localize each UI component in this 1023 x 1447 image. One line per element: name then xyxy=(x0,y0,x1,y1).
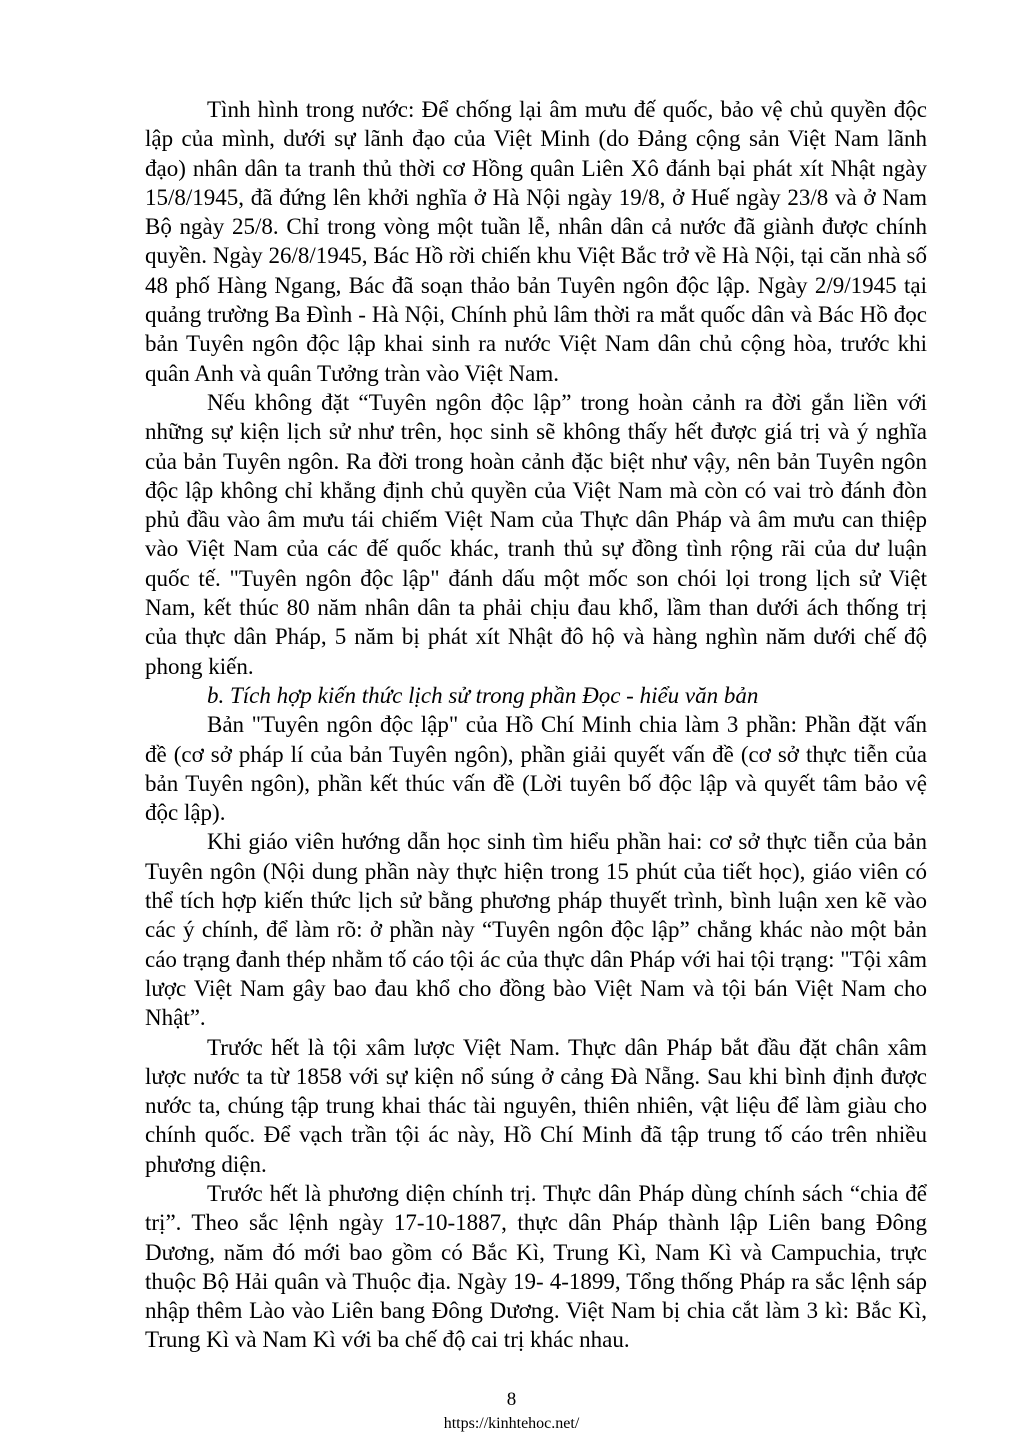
section-subheading: b. Tích hợp kiến thức lịch sử trong phần Đọc - hiểu văn bản xyxy=(207,682,759,708)
document-body xyxy=(145,95,927,1355)
footer-url[interactable]: https://kinhtehoc.net/ xyxy=(443,1415,580,1432)
paragraph-historical-context: Nếu không đặt “Tuyên ngôn độc lập” trong hoàn cảnh ra đời gắn liền với những sự kiện lịch sử như trên, học sinh sẽ không thấy hết được giá trị và ý nghĩa của bản Tuyên ngôn. Ra đời trong hoàn cảnh đặc biệt như vậy, nên bản Tuyên ngôn độc lập không chỉ khẳng định chủ quyền của Việt Nam mà còn có vai trò đánh đòn phủ đầu vào âm mưu tái chiếm Việt Nam của Thực dân Pháp và âm mưu can thiệp vào Việt Nam của các đế quốc khác, tranh thủ sự đồng tình rộng rãi của dư luận quốc tế. "Tuyên ngôn độc lập" đánh dấu một mốc son chói lọi trong lịch sử Việt Nam, kết thúc 80 năm nhân dân ta phải chịu đau khổ, lầm than dưới ách thống trị của thực dân Pháp, 5 năm bị phát xít Nhật đô hộ và hàng nghìn năm dưới chế độ phong kiến. xyxy=(145,389,927,679)
page-number: 8 xyxy=(506,1389,517,1410)
paragraph-political-aspect: Trước hết là phương diện chính trị. Thực dân Pháp dùng chính sách “chia để trị”. Theo sắc lệnh ngày 17-10-1887, thực dân Pháp thành lập Liên bang Đông Dương, năm đó mới bao gồm có Bắc Kì, Trung Kì, Nam Kì và Campuchia, trực thuộc Bộ Hải quân và Thuộc địa. Ngày 19- 4-1899, Tổng thống Pháp ra sắc lệnh sáp nhập thêm Lào vào Liên bang Đông Dương. Việt Nam bị chia cắt làm 3 kì: Bắc Kì, Trung Kì và Nam Kì với ba chế độ cai trị khác nhau. xyxy=(145,1180,927,1353)
paragraph-three-parts: Bản "Tuyên ngôn độc lập" của Hồ Chí Minh chia làm 3 phần: Phần đặt vấn đề (cơ sở pháp lí của bản Tuyên ngôn), phần giải quyết vấn đề (cơ sở thực tiễn của bản Tuyên ngôn), phần kết thúc vấn đề (Lời tuyên bố độc lập và quyết tâm bảo vệ độc lập). xyxy=(145,712,927,826)
paragraph-domestic-situation: Tình hình trong nước: Để chống lại âm mưu đế quốc, bảo vệ chủ quyền độc lập của mình, dưới sự lãnh đạo của Việt Minh (do Đảng cộng sản Việt Nam lãnh đạo) nhân dân ta tranh thủ thời cơ Hồng quân Liên Xô đánh bại phát xít Nhật ngày 15/8/1945, đã đứng lên khởi nghĩa ở Hà Nội ngày 19/8, ở Huế ngày 23/8 và ở Nam Bộ ngày 25/8. Chỉ trong vòng một tuần lễ, nhân dân cả nước đã giành được chính quyền. Ngày 26/8/1945, Bác Hồ rời chiến khu Việt Bắc trở về Hà Nội, tại căn nhà số 48 phố Hàng Ngang, Bác đã soạn thảo bản Tuyên ngôn độc lập. Ngày 2/9/1945 tại quảng trường Ba Đình - Hà Nội, Chính phủ lâm thời ra mắt quốc dân và Bác Hồ đọc bản Tuyên ngôn độc lập khai sinh ra nước Việt Nam dân chủ cộng hòa, trước khi quân Anh và quân Tưởng tràn vào Việt Nam. xyxy=(145,97,927,386)
paragraph-teacher-guidance: Khi giáo viên hướng dẫn học sinh tìm hiểu phần hai: cơ sở thực tiễn của bản Tuyên ngôn (Nội dung phần này thực hiện trong 15 phút của tiết học), giáo viên có thể tích hợp kiến thức lịch sử bằng phương pháp thuyết trình, bình luận xen kẽ vào các ý chính, để làm rõ: ở phần này “Tuyên ngôn độc lập” chẳng khác nào một bản cáo trạng đanh thép nhằm tố cáo tội ác của thực dân Pháp với hai tội trạng: "Tội xâm lược Việt Nam gây bao đau khổ cho đồng bào Việt Nam và tội bán Việt Nam cho Nhật”. xyxy=(145,829,927,1031)
paragraph-invasion-crime: Trước hết là tội xâm lược Việt Nam. Thực dân Pháp bắt đầu đặt chân xâm lược nước ta từ 1858 với sự kiện nổ súng ở cảng Đà Nẵng. Sau khi bình định được nước ta, chúng tập trung khai thác tài nguyên, thiên nhiên, vật liệu để làm giàu cho chính quốc. Để vạch trần tội ác này, Hồ Chí Minh đã tập trung tố cáo trên nhiều phương diện. xyxy=(145,1034,927,1177)
